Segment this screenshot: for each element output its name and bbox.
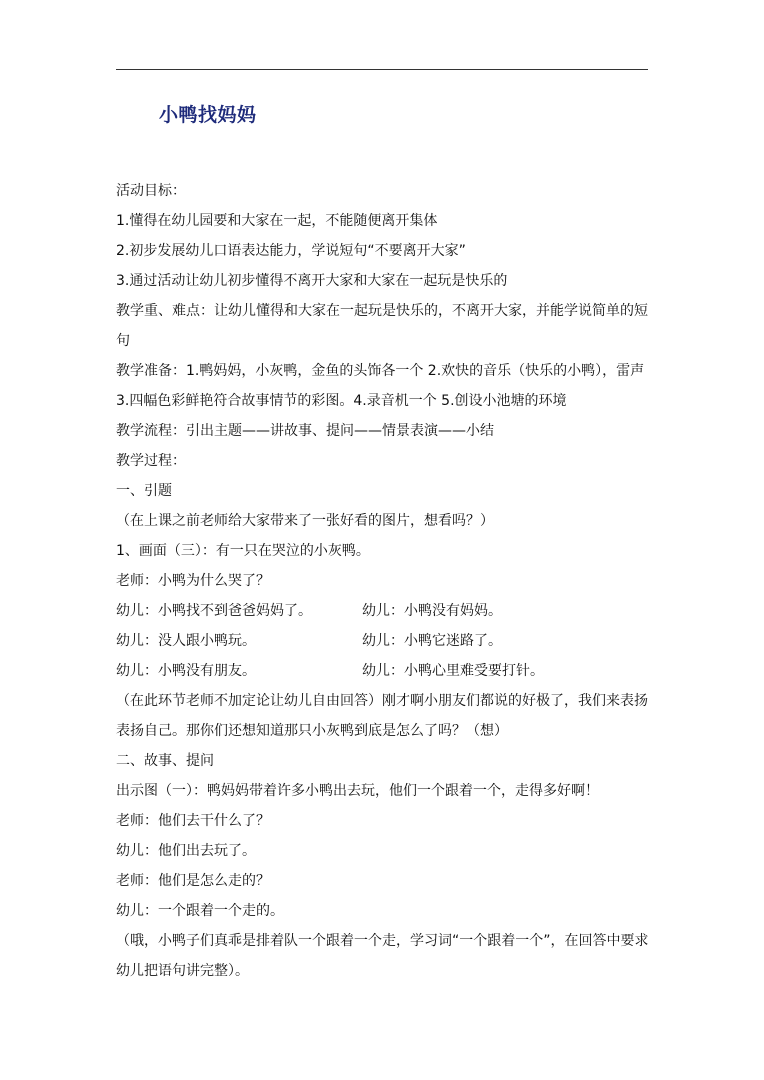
dialogue-line: 幼儿：一个跟着一个走的。	[116, 903, 284, 919]
section-heading: 一、引题	[116, 483, 172, 499]
section-note: （在此环节老师不加定论让幼儿自由回答）刚才啊小朋友们都说的好极了，我们来表扬表扬自己。那你们还想知道那只小灰鸭到底是怎么了吗？（想）	[116, 693, 648, 739]
document-title: 小鸭找妈妈	[159, 104, 257, 126]
dialogue-line: 幼儿：他们出去玩了。	[116, 843, 256, 859]
objective-item: 3.通过活动让幼儿初步懂得不离开大家和大家在一起玩是快乐的	[116, 273, 508, 289]
process-label: 教学过程：	[116, 453, 186, 469]
objective-item: 2.初步发展幼儿口语表达能力，学说短句“不要离开大家”	[116, 243, 466, 259]
answer-row	[116, 626, 652, 656]
child-answer: 幼儿：小鸭找不到爸爸妈妈了。	[116, 603, 312, 619]
answer-row	[116, 596, 652, 626]
child-answer: 幼儿：小鸭没有朋友。	[116, 663, 256, 679]
child-answer: 幼儿：小鸭它迷路了。	[362, 633, 502, 649]
answer-row	[116, 656, 652, 686]
objective-item: 1.懂得在幼儿园要和大家在一起，不能随便离开集体	[116, 213, 438, 229]
header-rule	[116, 69, 648, 70]
child-answer: 幼儿：没人跟小鸭玩。	[116, 633, 256, 649]
child-answer: 幼儿：小鸭心里难受要打针。	[362, 663, 544, 679]
key-points-paragraph: 教学重、难点：让幼儿懂得和大家在一起玩是快乐的，不离开大家，并能学说简单的短句	[116, 303, 648, 349]
document-body	[116, 176, 652, 986]
picture-description: 1、画面（三）：有一只在哭泣的小灰鸭。	[116, 543, 370, 559]
picture-description: 出示图（一）：鸭妈妈带着许多小鸭出去玩，他们一个跟着一个，走得多好啊！	[116, 783, 599, 799]
section-note: （哦，小鸭子们真乖是排着队一个跟着一个走，学习词“一个跟着一个”，在回答中要求幼儿把语句讲完整）。	[116, 933, 649, 979]
section-intro: （在上课之前老师给大家带来了一张好看的图片，想看吗？）	[116, 513, 494, 529]
section-heading: 二、故事、提问	[116, 753, 214, 769]
child-answer: 幼儿：小鸭没有妈妈。	[362, 603, 502, 619]
dialogue-line: 老师：他们去干什么了？	[116, 813, 270, 829]
teaching-flow: 教学流程：引出主题——讲故事、提问——情景表演——小结	[116, 423, 494, 439]
teacher-question: 老师：小鸭为什么哭了？	[116, 573, 270, 589]
preparation-paragraph: 教学准备：1.鸭妈妈，小灰鸭，金鱼的头饰各一个 2.欢快的音乐（快乐的小鸭），雷声 3.四幅色彩鲜艳符合故事情节的彩图。4.录音机一个 5.创设小池塘的环境	[116, 363, 645, 409]
objectives-label: 活动目标：	[116, 183, 186, 199]
dialogue-line: 老师：他们是怎么走的？	[116, 873, 270, 889]
